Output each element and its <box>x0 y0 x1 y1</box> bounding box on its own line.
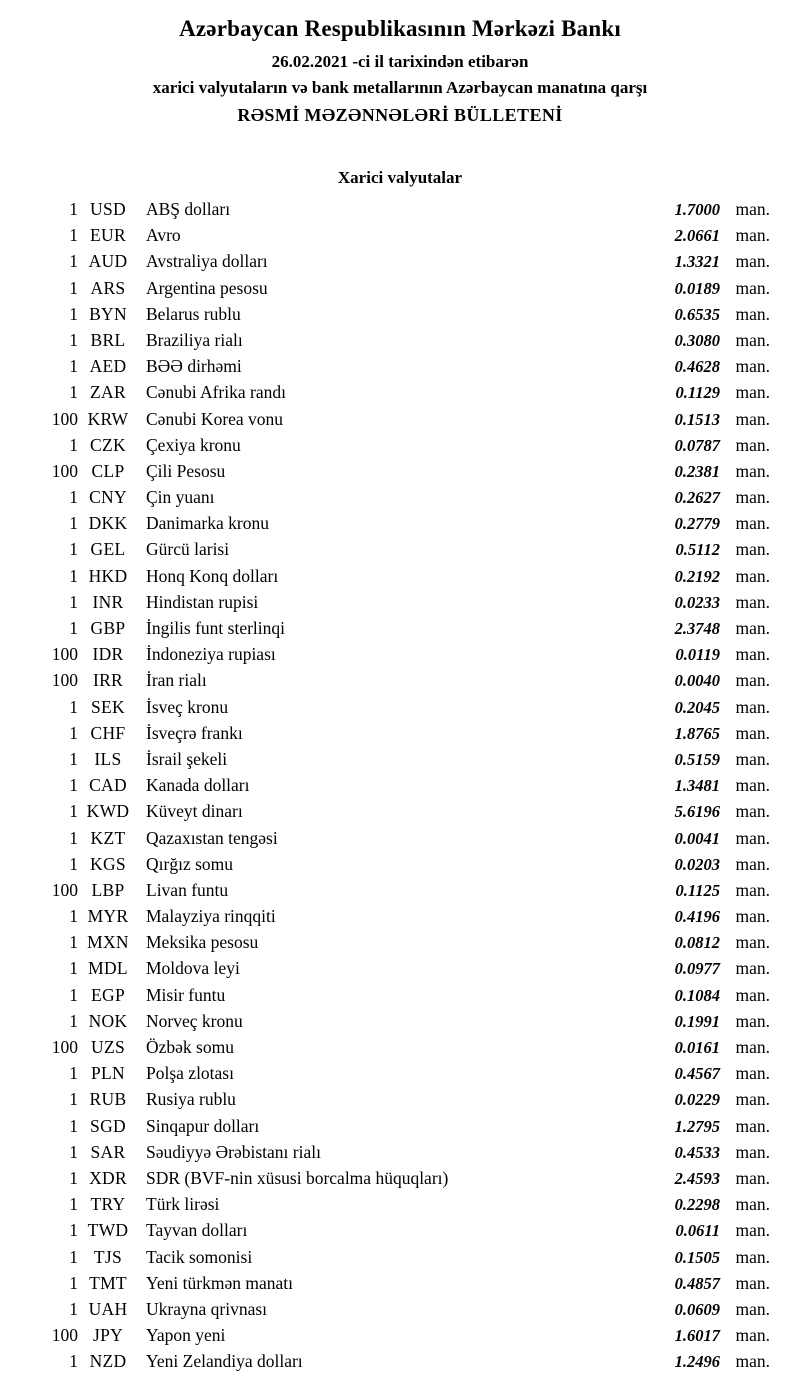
rate-value: 2.4593 <box>674 1168 720 1188</box>
rate-unit: man. <box>735 932 770 953</box>
rate-value: 0.2779 <box>674 514 720 534</box>
rate-unit: man. <box>735 644 770 665</box>
currency-code: CNY <box>89 487 127 508</box>
rate-value: 0.1513 <box>674 409 720 429</box>
rate-row <box>30 955 770 981</box>
rate-value: 0.1125 <box>675 880 720 900</box>
section-title-foreign-currencies: Xarici valyutalar <box>337 168 463 187</box>
rate-quantity: 1 <box>69 722 78 743</box>
rate-value: 1.3481 <box>674 776 720 796</box>
rate-value: 0.2298 <box>674 1195 720 1215</box>
rate-row <box>30 301 770 327</box>
rate-unit: man. <box>735 303 770 324</box>
currency-code: EUR <box>90 225 126 246</box>
bank-title: Azərbaycan Respublikasının Mərkəzi Bankı <box>179 16 621 41</box>
currency-code: JPY <box>92 1325 124 1346</box>
rate-quantity: 100 <box>51 670 78 691</box>
rate-value: 0.0787 <box>674 435 720 455</box>
rate-quantity: 1 <box>69 748 78 769</box>
rate-unit: man. <box>735 906 770 927</box>
rate-row <box>30 1348 770 1374</box>
rate-value: 0.6535 <box>674 304 720 324</box>
rate-value: 1.8765 <box>674 723 720 743</box>
currency-name: Səudiyyə Ərəbistanı rialı <box>146 1141 321 1162</box>
rate-quantity: 1 <box>69 513 78 534</box>
rate-row <box>30 1060 770 1086</box>
rate-quantity: 1 <box>69 1089 78 1110</box>
rate-quantity: 1 <box>69 199 78 219</box>
rate-value: 1.2496 <box>674 1352 720 1372</box>
rate-row <box>30 1244 770 1270</box>
currency-name: İsveçrə frankı <box>146 722 243 743</box>
currency-name: Tayvan dolları <box>146 1220 248 1241</box>
currency-code: CHF <box>90 722 126 743</box>
rate-quantity: 1 <box>69 775 78 796</box>
currency-name: Avro <box>146 225 181 246</box>
currency-code: HKD <box>88 565 128 586</box>
rate-unit: man. <box>735 513 770 534</box>
currency-name: Meksika pesosu <box>146 932 259 953</box>
rate-row <box>30 982 770 1008</box>
currency-name: Cənubi Korea vonu <box>146 408 284 429</box>
rate-unit: man. <box>735 958 770 979</box>
currency-name: Sinqapur dolları <box>146 1115 260 1136</box>
rate-quantity: 1 <box>69 591 78 612</box>
rate-unit: man. <box>735 1298 770 1319</box>
rate-row <box>30 536 770 562</box>
rate-quantity: 1 <box>69 958 78 979</box>
rate-value: 1.7000 <box>674 200 720 219</box>
currency-code: TJS <box>93 1246 123 1267</box>
rate-row <box>30 275 770 301</box>
currency-code: KGS <box>90 853 126 874</box>
rate-quantity: 1 <box>69 1272 78 1293</box>
rate-row <box>30 484 770 510</box>
currency-name: Polşa zlotası <box>146 1063 234 1084</box>
currency-code: IDR <box>92 644 124 665</box>
rate-row <box>30 772 770 798</box>
effective-date-line: 26.02.2021 -ci il tarixindən etibarən <box>271 52 529 71</box>
rate-quantity: 1 <box>69 827 78 848</box>
rate-unit: man. <box>735 618 770 638</box>
rate-value: 0.0229 <box>674 1090 720 1110</box>
rate-quantity: 1 <box>69 434 78 455</box>
currency-code: ARS <box>90 277 126 298</box>
rate-row <box>30 353 770 379</box>
rate-unit: man. <box>735 487 770 508</box>
rate-quantity: 1 <box>69 329 78 350</box>
currency-name: Ukrayna qrivnası <box>146 1298 268 1319</box>
currency-name: Çili Pesosu <box>146 460 226 481</box>
currency-code: RUB <box>89 1089 127 1110</box>
rate-value: 0.0233 <box>674 592 720 612</box>
rate-value: 0.3080 <box>674 330 720 350</box>
rate-quantity: 1 <box>69 225 78 246</box>
currency-name: Türk lirəsi <box>146 1194 220 1215</box>
rate-row <box>30 1086 770 1112</box>
currency-name: İsveç kronu <box>146 696 229 717</box>
currency-name: Küveyt dinarı <box>146 801 243 822</box>
currency-name: Malayziya rinqqiti <box>146 906 276 927</box>
currency-name: Qazaxıstan tengəsi <box>146 827 278 848</box>
rate-row <box>30 1322 770 1348</box>
rate-quantity: 1 <box>69 1010 78 1031</box>
rate-value: 0.0203 <box>674 854 720 874</box>
currency-code: SGD <box>90 1115 126 1136</box>
currency-code: KWD <box>86 801 130 822</box>
rate-unit: man. <box>735 879 770 900</box>
rate-value: 0.5112 <box>675 540 720 560</box>
rate-quantity: 1 <box>69 1298 78 1319</box>
rate-value: 0.1991 <box>674 1011 720 1031</box>
rate-quantity: 100 <box>51 1325 78 1346</box>
currency-code: ZAR <box>90 382 126 403</box>
rate-value: 0.0977 <box>674 959 720 979</box>
currency-code: INR <box>92 591 124 612</box>
rate-row <box>30 851 770 877</box>
currency-name: İran rialı <box>146 670 207 691</box>
rate-unit: man. <box>735 1037 770 1057</box>
rate-row <box>30 641 770 667</box>
currency-code: MDL <box>88 958 128 979</box>
currency-name: Gürcü larisi <box>146 539 230 560</box>
document-subtitle: xarici valyutaların və bank metallarının Azərbaycan manatına qarşı <box>152 78 648 97</box>
rate-quantity: 1 <box>69 1063 78 1084</box>
rate-value: 0.0611 <box>675 1221 720 1241</box>
currency-code: KZT <box>90 827 126 848</box>
rate-value: 2.3748 <box>674 619 720 638</box>
rate-value: 0.2381 <box>674 461 720 481</box>
rate-quantity: 1 <box>69 1167 78 1188</box>
rate-unit: man. <box>735 591 770 612</box>
currency-code: BRL <box>90 329 126 350</box>
rate-row <box>30 563 770 589</box>
rate-row <box>30 1165 770 1191</box>
rate-quantity: 100 <box>51 879 78 900</box>
currency-code: AED <box>89 356 127 377</box>
currency-name: SDR (BVF-nin xüsusi borcalma hüquqları) <box>146 1167 449 1188</box>
rate-quantity: 100 <box>51 644 78 665</box>
rate-row <box>30 667 770 693</box>
rate-value: 0.2627 <box>674 488 720 508</box>
rate-unit: man. <box>735 670 770 691</box>
rate-unit: man. <box>735 251 770 272</box>
currency-code: SAR <box>90 1141 126 1162</box>
rate-row <box>30 720 770 746</box>
rate-value: 0.4567 <box>674 1064 720 1084</box>
rate-quantity: 1 <box>69 1246 78 1267</box>
rate-row <box>30 1191 770 1217</box>
rate-unit: man. <box>735 199 770 219</box>
rate-row <box>30 746 770 772</box>
rate-unit: man. <box>735 356 770 377</box>
rate-unit: man. <box>735 1063 770 1084</box>
currency-code: CAD <box>89 775 127 796</box>
rate-value: 0.1084 <box>674 985 720 1005</box>
rate-unit: man. <box>735 539 770 560</box>
rate-unit: man. <box>735 408 770 429</box>
currency-code: NOK <box>88 1010 128 1031</box>
currency-code: XDR <box>89 1167 127 1188</box>
currency-code: MXN <box>87 932 129 953</box>
rate-value: 0.0041 <box>674 828 720 848</box>
rate-quantity: 1 <box>69 382 78 403</box>
rate-value: 0.4196 <box>674 907 720 927</box>
rate-quantity: 100 <box>51 460 78 481</box>
rate-row <box>30 589 770 615</box>
rate-quantity: 1 <box>69 696 78 717</box>
currency-name: Qırğız somu <box>146 853 234 874</box>
rate-unit: man. <box>735 722 770 743</box>
rate-quantity: 1 <box>69 932 78 953</box>
currency-name: Yeni türkmən manatı <box>146 1272 293 1293</box>
currency-name: Moldova leyi <box>146 958 240 979</box>
rate-unit: man. <box>735 1194 770 1215</box>
currency-name: Braziliya rialı <box>146 329 243 350</box>
rate-quantity: 1 <box>69 487 78 508</box>
rate-unit: man. <box>735 1272 770 1293</box>
currency-code: NZD <box>89 1351 127 1372</box>
rate-unit: man. <box>735 565 770 586</box>
rate-quantity: 100 <box>51 408 78 429</box>
rate-value: 1.2795 <box>674 1116 720 1136</box>
currency-name: Kanada dolları <box>146 775 250 796</box>
currency-code: GBP <box>90 618 126 638</box>
rate-unit: man. <box>735 1246 770 1267</box>
rate-value: 0.4533 <box>674 1142 720 1162</box>
rate-unit: man. <box>735 801 770 822</box>
rates-table <box>30 196 770 1374</box>
rate-value: 2.0661 <box>674 226 720 246</box>
rate-value: 1.6017 <box>674 1326 720 1346</box>
rate-value: 0.0812 <box>674 933 720 953</box>
rate-row <box>30 1113 770 1139</box>
rate-quantity: 1 <box>69 303 78 324</box>
rate-unit: man. <box>735 1167 770 1188</box>
currency-code: BYN <box>89 303 127 324</box>
rate-row <box>30 327 770 353</box>
rate-value: 0.0040 <box>674 671 720 691</box>
currency-code: UZS <box>91 1037 125 1057</box>
rate-quantity: 1 <box>69 251 78 272</box>
rate-row <box>30 1034 770 1060</box>
currency-name: Tacik somonisi <box>146 1246 253 1267</box>
rate-row <box>30 903 770 929</box>
rate-value: 0.2045 <box>674 697 720 717</box>
currency-code: GEL <box>90 539 126 560</box>
rate-quantity: 1 <box>69 565 78 586</box>
rate-quantity: 1 <box>69 356 78 377</box>
rate-row <box>30 1270 770 1296</box>
currency-name: BƏƏ dirhəmi <box>146 356 242 377</box>
rate-quantity: 1 <box>69 1194 78 1215</box>
rate-quantity: 1 <box>69 277 78 298</box>
rate-row <box>30 929 770 955</box>
rate-value: 0.0609 <box>674 1299 720 1319</box>
rate-value: 0.5159 <box>674 749 720 769</box>
currency-code: LBP <box>91 879 125 900</box>
currency-name: Argentina pesosu <box>146 277 268 298</box>
rate-unit: man. <box>735 1115 770 1136</box>
rate-value: 0.4857 <box>674 1273 720 1293</box>
currency-code: PLN <box>91 1063 125 1084</box>
currency-code: USD <box>90 199 126 219</box>
rate-row <box>30 222 770 248</box>
rate-quantity: 100 <box>51 1037 78 1057</box>
rate-value: 0.0119 <box>675 645 720 665</box>
currency-name: Yeni Zelandiya dolları <box>146 1351 303 1372</box>
rate-unit: man. <box>735 1351 770 1372</box>
rate-unit: man. <box>735 382 770 403</box>
rate-row <box>30 510 770 536</box>
rate-quantity: 1 <box>69 1351 78 1372</box>
currency-code: TMT <box>89 1272 127 1293</box>
rate-unit: man. <box>735 1325 770 1346</box>
rate-unit: man. <box>735 1141 770 1162</box>
rate-value: 0.2192 <box>674 566 720 586</box>
currency-name: İndoneziya rupiası <box>146 644 276 665</box>
currency-code: KRW <box>87 408 129 429</box>
rate-row <box>30 877 770 903</box>
currency-name: Misir funtu <box>146 984 226 1005</box>
currency-name: Cənubi Afrika randı <box>146 382 286 403</box>
rate-row <box>30 825 770 851</box>
rate-row <box>30 1217 770 1243</box>
rate-unit: man. <box>735 1089 770 1110</box>
rate-quantity: 1 <box>69 801 78 822</box>
rate-row <box>30 1296 770 1322</box>
currency-name: ABŞ dolları <box>146 199 231 219</box>
currency-name: Rusiya rublu <box>146 1089 236 1110</box>
rate-unit: man. <box>735 853 770 874</box>
rate-row <box>30 458 770 484</box>
currency-code: EGP <box>91 984 125 1005</box>
currency-code: ILS <box>94 748 122 769</box>
rate-row <box>30 432 770 458</box>
currency-name: Belarus rublu <box>146 303 241 324</box>
rate-row <box>30 1139 770 1165</box>
rate-unit: man. <box>735 775 770 796</box>
rate-unit: man. <box>735 434 770 455</box>
currency-code: TRY <box>90 1194 126 1215</box>
rate-value: 0.1505 <box>674 1247 720 1267</box>
currency-name: Çin yuanı <box>146 487 215 508</box>
rate-row <box>30 196 770 222</box>
rate-value: 1.3321 <box>674 252 720 272</box>
currency-code: MYR <box>87 906 129 927</box>
bulletin-title: RƏSMİ MƏZƏNNƏLƏRİ BÜLLETENİ <box>237 105 563 125</box>
rate-row <box>30 1008 770 1034</box>
rate-unit: man. <box>735 827 770 848</box>
rate-unit: man. <box>735 225 770 246</box>
rate-quantity: 1 <box>69 906 78 927</box>
rate-quantity: 1 <box>69 984 78 1005</box>
currency-code: SEK <box>91 696 125 717</box>
rate-row <box>30 615 770 641</box>
currency-name: Honq Konq dolları <box>146 565 279 586</box>
rate-unit: man. <box>735 748 770 769</box>
rate-quantity: 1 <box>69 853 78 874</box>
rate-unit: man. <box>735 277 770 298</box>
rate-value: 0.0189 <box>674 278 720 298</box>
rate-value: 0.0161 <box>674 1038 720 1057</box>
currency-code: CZK <box>90 434 126 455</box>
rate-row <box>30 248 770 274</box>
rate-unit: man. <box>735 329 770 350</box>
rate-row <box>30 406 770 432</box>
rate-unit: man. <box>735 696 770 717</box>
rate-value: 5.6196 <box>674 802 720 822</box>
currency-code: AUD <box>88 251 128 272</box>
rate-row <box>30 798 770 824</box>
rate-value: 0.1129 <box>675 383 720 403</box>
document-header <box>30 16 770 126</box>
currency-name: Çexiya kronu <box>146 434 241 455</box>
currency-code: UAH <box>88 1298 128 1319</box>
currency-code: TWD <box>87 1220 129 1241</box>
rate-unit: man. <box>735 460 770 481</box>
rate-row <box>30 694 770 720</box>
rate-unit: man. <box>735 1010 770 1031</box>
rate-quantity: 1 <box>69 1141 78 1162</box>
currency-code: DKK <box>88 513 128 534</box>
rate-quantity: 1 <box>69 618 78 638</box>
currency-name: Norveç kronu <box>146 1010 243 1031</box>
rate-quantity: 1 <box>69 539 78 560</box>
currency-name: Hindistan rupisi <box>146 591 259 612</box>
rate-quantity: 1 <box>69 1220 78 1241</box>
rate-row <box>30 379 770 405</box>
currency-name: Yapon yeni <box>146 1325 226 1346</box>
rate-value: 0.4628 <box>674 357 720 377</box>
currency-name: Livan funtu <box>146 879 229 900</box>
rate-unit: man. <box>735 984 770 1005</box>
currency-name: İsrail şekeli <box>146 748 228 769</box>
currency-name: İngilis funt sterlinqi <box>146 618 286 638</box>
rate-quantity: 1 <box>69 1115 78 1136</box>
rate-unit: man. <box>735 1220 770 1241</box>
currency-name: Avstraliya dolları <box>146 251 268 272</box>
currency-code: IRR <box>92 670 124 691</box>
currency-name: Danimarka kronu <box>146 513 269 534</box>
currency-code: CLP <box>91 460 125 481</box>
currency-name: Özbək somu <box>146 1037 234 1057</box>
